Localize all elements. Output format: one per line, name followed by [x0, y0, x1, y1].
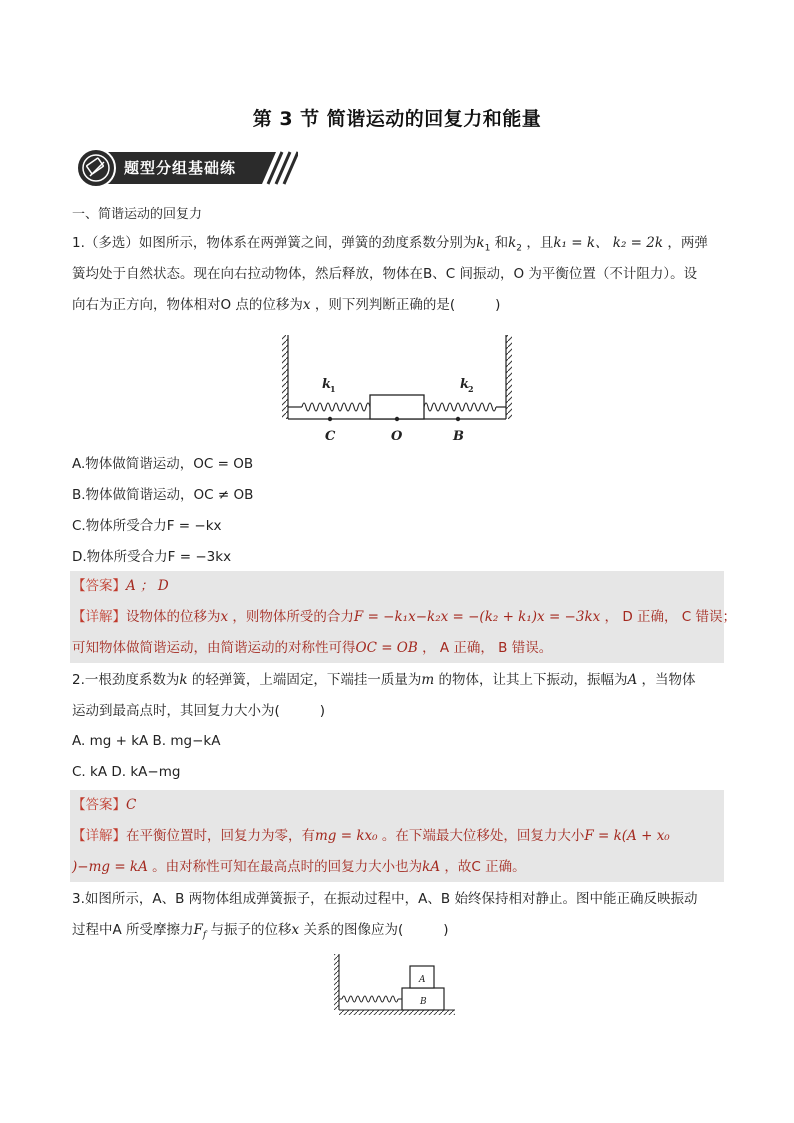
q1-detail-line-2: 可知物体做简谐运动，由简谐运动的对称性可得OC = OB ， A 正确， B 错误。	[72, 640, 553, 656]
section-heading: 一、简谐运动的回复力	[72, 207, 203, 222]
svg-text:1: 1	[330, 384, 336, 394]
q2-line-2: 运动到最高点时，其回复力大小为( )	[72, 703, 326, 719]
banner-label: 题型分组基础练	[124, 159, 237, 177]
q3-spring-block-diagram	[332, 952, 460, 1018]
q2-detail-line-2: )−mg = kA 。由对称性可知在最高点时的回复力大小也为kA ，故C 正确。	[72, 859, 526, 875]
q1-spring-diagram	[280, 335, 516, 447]
label-k1: k	[322, 377, 332, 392]
q2-options-cd: C. kA D. kA−mg	[72, 764, 181, 780]
q2-line-1: 2.一根劲度系数为k 的轻弹簧，上端固定，下端挂一质量为m 的物体，让其上下振动，振幅为A ，当物体	[72, 672, 696, 688]
svg-text:2: 2	[468, 384, 474, 394]
label-B: B	[453, 429, 464, 444]
q2-options-ab: A. mg + kA B. mg−kA	[72, 733, 221, 749]
label-k2: k	[460, 377, 470, 392]
q1-option-c: C.物体所受合力F = −kx	[72, 518, 222, 534]
q1-option-a: A.物体做简谐运动，OC = OB	[72, 456, 254, 472]
q1-detail-line-1: 【详解】设物体的位移为x ，则物体所受的合力F = −k₁x−k₂x = −(k₂ + k₁)x = −3kx ， D 正确， C 错误；	[72, 609, 737, 625]
q1-option-d: D.物体所受合力F = −3kx	[72, 549, 232, 565]
q1-line-2: 簧均处于自然状态。现在向右拉动物体，然后释放，物体在B、C 间振动，O 为平衡位置（不计阻力）。设	[72, 266, 698, 282]
q2-detail-line-1: 【详解】在平衡位置时，回复力为零，有mg = kx₀ 。在下端最大位移处，回复力大小F = k(A + x₀	[72, 828, 670, 844]
section-banner	[76, 148, 298, 188]
q1-line-3: 向右为正方向，物体相对O 点的位移为x ，则下列判断正确的是( )	[72, 297, 501, 313]
q1-option-b: B.物体做简谐运动，OC ≠ OB	[72, 487, 254, 503]
q1-line-1: 1.（多选）如图所示，物体系在两弹簧之间，弹簧的劲度系数分别为$k_1$ 和$k_2$ ，且k₁ = k、 k₂ = 2k ，两弹	[72, 235, 708, 254]
label-A: A	[419, 975, 426, 985]
q2-answer: 【答案】C	[72, 797, 137, 813]
q3-line-2: 过程中A 所受摩擦力$F_f$ 与振子的位移x 关系的图像应为( )	[72, 922, 449, 941]
page-title: 第 3 节 简谐运动的回复力和能量	[252, 108, 542, 130]
label-O: O	[391, 429, 403, 444]
label-B: B	[420, 997, 427, 1007]
q3-line-1: 3.如图所示，A、B 两物体组成弹簧振子，在振动过程中，A、B 始终保持相对静止。图中能正确反映振动	[72, 891, 698, 907]
q1-answer: 【答案】A ； D	[72, 578, 169, 594]
label-C: C	[325, 429, 336, 444]
